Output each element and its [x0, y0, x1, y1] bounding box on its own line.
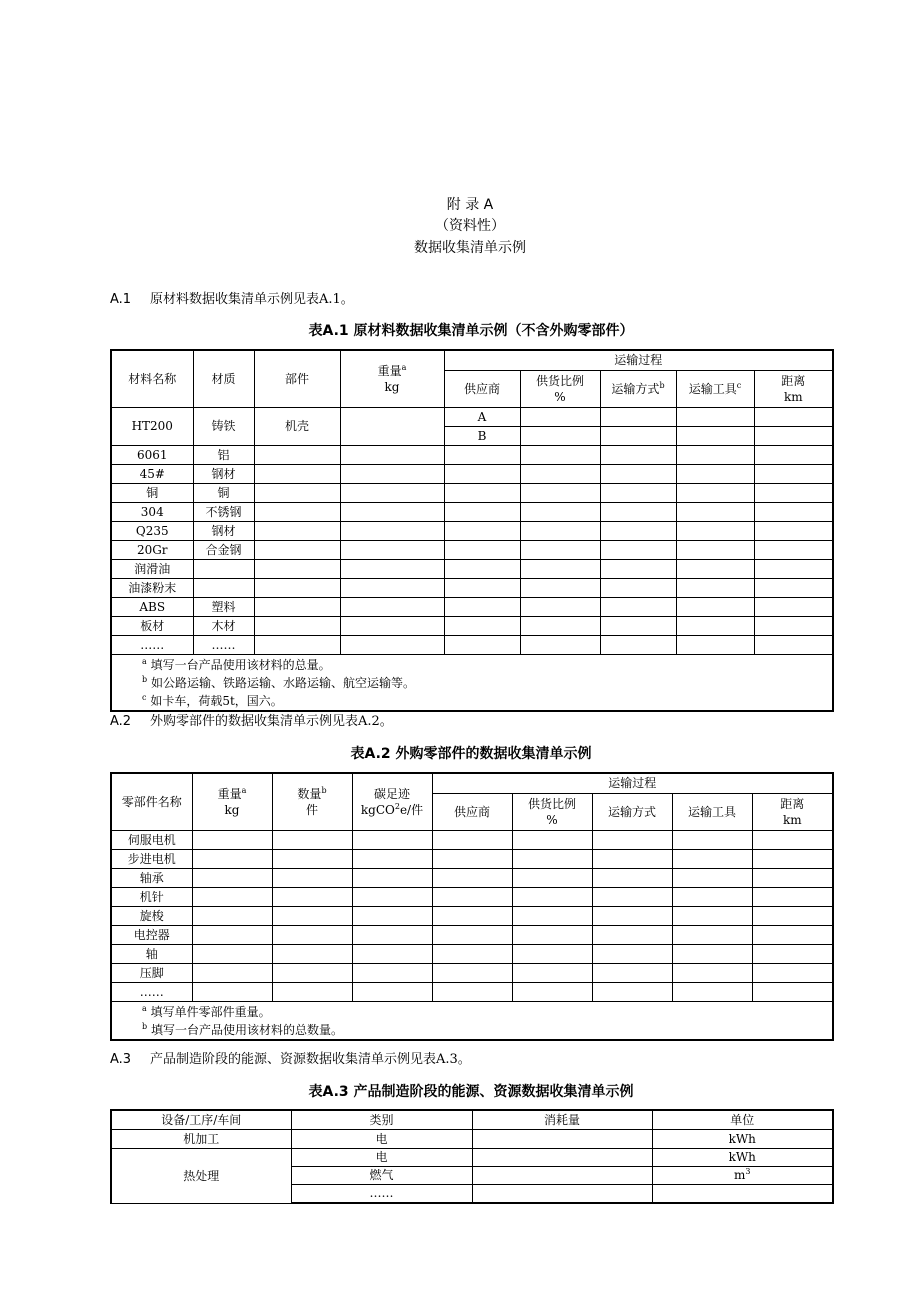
cell-empty [432, 982, 512, 1001]
cell-empty [752, 887, 833, 906]
cell-empty [340, 597, 444, 616]
cell-empty [254, 464, 340, 483]
cell-unit: kWh [652, 1148, 833, 1166]
cell-consumption [472, 1184, 652, 1203]
header-count: 数量$^b$ 件 [272, 773, 352, 830]
cell-empty [520, 616, 600, 635]
cell-empty [592, 982, 672, 1001]
cell-empty [192, 963, 272, 982]
table-a2-notes [111, 1001, 833, 1040]
cell-empty [432, 944, 512, 963]
cell-empty [520, 578, 600, 597]
table-row [111, 963, 833, 982]
cell-empty [754, 502, 833, 521]
cell-type: 电 [291, 1148, 472, 1166]
cell-part-name: 电控器 [111, 925, 192, 944]
header-mode: 运输方式 [592, 793, 672, 830]
note-a: $^a$ 填写一台产品使用该材料的总量。 [142, 656, 331, 672]
cell-quality [193, 559, 254, 578]
cell-empty [520, 597, 600, 616]
cell-empty [444, 635, 520, 654]
header-consumption: 消耗量 [472, 1110, 652, 1129]
cell-empty [340, 502, 444, 521]
cell-empty [520, 407, 600, 426]
cell-empty [512, 944, 592, 963]
cell-empty [672, 982, 752, 1001]
cell-empty [254, 445, 340, 464]
cell-empty [272, 906, 352, 925]
cell-empty [432, 963, 512, 982]
cell-empty [272, 925, 352, 944]
cell-empty [512, 982, 592, 1001]
cell-empty [676, 616, 754, 635]
cell-empty [352, 906, 432, 925]
cell-empty [444, 597, 520, 616]
cell-empty [432, 906, 512, 925]
table-row [111, 830, 833, 849]
cell-empty [444, 483, 520, 502]
cell-empty [520, 502, 600, 521]
cell-part-name: 旋梭 [111, 906, 192, 925]
cell-empty [352, 944, 432, 963]
cell-empty [752, 906, 833, 925]
cell-empty [600, 616, 676, 635]
cell-empty [672, 830, 752, 849]
cell-empty [340, 445, 444, 464]
cell-empty [512, 963, 592, 982]
cell-material: 45# [111, 464, 193, 483]
table-a1-notes [111, 654, 833, 711]
cell-empty [272, 868, 352, 887]
cell-empty [192, 868, 272, 887]
cell-empty [444, 445, 520, 464]
cell-empty [754, 616, 833, 635]
table-a2 [110, 772, 834, 1041]
table-row [111, 483, 833, 502]
cell-empty [600, 559, 676, 578]
cell-quality: 塑料 [193, 597, 254, 616]
cell-material: 铜 [111, 483, 193, 502]
cell-empty [520, 483, 600, 502]
cell-empty [254, 483, 340, 502]
cell-quality: 合金钢 [193, 540, 254, 559]
cell-empty [254, 559, 340, 578]
cell-unit: $m^3$ [652, 1166, 833, 1184]
cell-empty [192, 849, 272, 868]
cell-material: 20Gr [111, 540, 193, 559]
cell-supplier: A [444, 407, 520, 426]
cell-empty [254, 597, 340, 616]
cell-empty [432, 887, 512, 906]
note-b: $^b$ 如公路运输、铁路运输、水路运输、航空运输等。 [142, 674, 415, 690]
section-number: A.2 [110, 714, 132, 729]
cell-empty [676, 540, 754, 559]
table-row [111, 464, 833, 483]
table-row [111, 540, 833, 559]
table-row [111, 445, 833, 464]
header-part: 部件 [254, 350, 340, 407]
table-row [111, 925, 833, 944]
table-row [111, 502, 833, 521]
cell-empty [432, 849, 512, 868]
cell-empty [520, 445, 600, 464]
cell-material: 润滑油 [111, 559, 193, 578]
table-a1 [110, 349, 834, 712]
cell-empty [676, 635, 754, 654]
cell-empty [352, 963, 432, 982]
cell-empty [676, 426, 754, 445]
table-row [111, 982, 833, 1001]
cell-part-name: 机针 [111, 887, 192, 906]
table-a3 [110, 1109, 834, 1204]
cell-empty [600, 407, 676, 426]
cell-consumption [472, 1166, 652, 1184]
header-weight: 重量$^a$ kg [192, 773, 272, 830]
cell-empty [754, 559, 833, 578]
cell-empty [520, 635, 600, 654]
cell-empty [752, 982, 833, 1001]
cell-part-name: 轴 [111, 944, 192, 963]
cell-material: Q235 [111, 521, 193, 540]
cell-empty [752, 849, 833, 868]
section-a3 [110, 1048, 471, 1067]
cell-empty [600, 521, 676, 540]
cell-quality: 木材 [193, 616, 254, 635]
cell-empty [676, 597, 754, 616]
cell-empty [254, 616, 340, 635]
cell-empty [676, 521, 754, 540]
cell-part-name: 伺服电机 [111, 830, 192, 849]
cell-empty [340, 635, 444, 654]
cell-empty [592, 830, 672, 849]
cell-empty [600, 540, 676, 559]
cell-empty [352, 925, 432, 944]
cell-empty [592, 925, 672, 944]
cell-quality: …… [193, 635, 254, 654]
cell-empty [752, 963, 833, 982]
note-b: $^b$ 填写一台产品使用该材料的总数量。 [142, 1021, 343, 1037]
section-number: A.3 [110, 1052, 132, 1067]
header-carbon: 碳足迹 kgCO$^2$e/件 [352, 773, 432, 830]
cell-part-name: 步进电机 [111, 849, 192, 868]
cell-empty [672, 868, 752, 887]
cell-empty [754, 426, 833, 445]
cell-empty [672, 887, 752, 906]
cell-empty [672, 944, 752, 963]
cell-empty [512, 868, 592, 887]
cell-material: 油漆粉末 [111, 578, 193, 597]
header-distance: 距离 km [752, 793, 833, 830]
table-row [111, 868, 833, 887]
appendix-label: 附 录 A [446, 197, 494, 213]
cell-empty [754, 597, 833, 616]
cell-empty [444, 578, 520, 597]
header-type: 类别 [291, 1110, 472, 1129]
section-text: 原材料数据收集清单示例见表A.1。 [150, 292, 354, 307]
header-ratio: 供货比例 % [512, 793, 592, 830]
cell-quality: 铜 [193, 483, 254, 502]
table-row [111, 559, 833, 578]
cell-type: 电 [291, 1129, 472, 1148]
cell-empty [672, 963, 752, 982]
cell-material: HT200 [111, 407, 193, 445]
cell-empty [254, 502, 340, 521]
section-number: A.1 [110, 292, 132, 307]
note-c: $^c$ 如卡车，荷载5t，国六。 [142, 692, 283, 708]
cell-empty [432, 868, 512, 887]
header-transport: 运输过程 [432, 773, 833, 793]
cell-quality: 铸铁 [193, 407, 254, 445]
cell-empty [672, 925, 752, 944]
cell-empty [352, 868, 432, 887]
cell-empty [752, 868, 833, 887]
cell-empty [340, 521, 444, 540]
cell-empty [340, 483, 444, 502]
cell-empty [672, 849, 752, 868]
table-a3-caption: 表A.3 产品制造阶段的能源、资源数据收集清单示例 [308, 1084, 634, 1100]
cell-empty [192, 887, 272, 906]
cell-empty [676, 464, 754, 483]
cell-empty [592, 944, 672, 963]
cell-empty [444, 616, 520, 635]
header-transport: 运输过程 [444, 350, 833, 370]
cell-unit [652, 1184, 833, 1203]
cell-consumption [472, 1129, 652, 1148]
table-row [111, 906, 833, 925]
cell-empty [272, 849, 352, 868]
table-row [111, 578, 833, 597]
cell-empty [754, 635, 833, 654]
cell-empty [512, 906, 592, 925]
cell-empty [272, 830, 352, 849]
cell-empty [752, 925, 833, 944]
cell-quality: 铝 [193, 445, 254, 464]
cell-empty [340, 540, 444, 559]
cell-empty [254, 521, 340, 540]
cell-empty [512, 925, 592, 944]
cell-empty [192, 830, 272, 849]
cell-empty [676, 483, 754, 502]
cell-empty [592, 906, 672, 925]
cell-empty [600, 426, 676, 445]
cell-quality: 钢材 [193, 521, 254, 540]
cell-consumption [472, 1148, 652, 1166]
cell-empty [676, 445, 754, 464]
cell-empty [754, 521, 833, 540]
section-text: 产品制造阶段的能源、资源数据收集清单示例见表A.3。 [150, 1052, 471, 1067]
table-row [111, 887, 833, 906]
cell-empty [272, 963, 352, 982]
cell-quality: 不锈钢 [193, 502, 254, 521]
section-a2 [110, 710, 393, 729]
cell-material: …… [111, 635, 193, 654]
header-supplier: 供应商 [444, 370, 520, 407]
cell-weight [340, 407, 444, 445]
cell-empty [754, 540, 833, 559]
cell-empty [254, 540, 340, 559]
table-row [111, 944, 833, 963]
cell-empty [272, 982, 352, 1001]
appendix-title: 数据收集清单示例 [414, 240, 526, 256]
cell-unit: kWh [652, 1129, 833, 1148]
cell-type: 燃气 [291, 1166, 472, 1184]
header-weight: 重量$^a$ kg [340, 350, 444, 407]
cell-empty [192, 906, 272, 925]
cell-empty [352, 982, 432, 1001]
cell-material: ABS [111, 597, 193, 616]
cell-empty [520, 426, 600, 445]
cell-empty [192, 925, 272, 944]
table-row [111, 597, 833, 616]
section-text: 外购零部件的数据收集清单示例见表A.2。 [150, 714, 393, 729]
header-process: 设备/工序/车间 [111, 1110, 291, 1129]
cell-empty [676, 559, 754, 578]
cell-empty [520, 540, 600, 559]
cell-material: 6061 [111, 445, 193, 464]
cell-empty [444, 502, 520, 521]
cell-empty [340, 559, 444, 578]
cell-empty [340, 616, 444, 635]
table-a2-caption: 表A.2 外购零部件的数据收集清单示例 [350, 746, 592, 762]
cell-empty [600, 502, 676, 521]
cell-empty [272, 887, 352, 906]
cell-empty [444, 521, 520, 540]
header-ratio: 供货比例 % [520, 370, 600, 407]
cell-empty [600, 635, 676, 654]
cell-empty [512, 830, 592, 849]
cell-empty [600, 597, 676, 616]
header-part-name: 零部件名称 [111, 773, 192, 830]
cell-material: 304 [111, 502, 193, 521]
header-material: 材料名称 [111, 350, 193, 407]
cell-empty [592, 963, 672, 982]
table-row [111, 521, 833, 540]
header-quality: 材质 [193, 350, 254, 407]
cell-empty [754, 407, 833, 426]
cell-quality [193, 578, 254, 597]
cell-empty [520, 559, 600, 578]
cell-empty [432, 925, 512, 944]
cell-empty [676, 578, 754, 597]
cell-empty [272, 944, 352, 963]
cell-empty [600, 464, 676, 483]
cell-empty [754, 578, 833, 597]
cell-type: …… [291, 1184, 472, 1203]
cell-empty [444, 559, 520, 578]
table-row [111, 616, 833, 635]
cell-part-name: …… [111, 982, 192, 1001]
cell-empty [432, 830, 512, 849]
header-distance: 距离 km [754, 370, 833, 407]
cell-empty [340, 578, 444, 597]
cell-empty [352, 830, 432, 849]
cell-empty [444, 540, 520, 559]
cell-empty [754, 445, 833, 464]
header-tool: 运输工具 [672, 793, 752, 830]
cell-empty [600, 445, 676, 464]
cell-empty [676, 407, 754, 426]
cell-empty [192, 982, 272, 1001]
cell-empty [676, 502, 754, 521]
cell-process: 热处理 [111, 1148, 291, 1203]
cell-empty [672, 906, 752, 925]
table-row [111, 635, 833, 654]
cell-empty [752, 830, 833, 849]
cell-empty [600, 483, 676, 502]
cell-part-name: 压脚 [111, 963, 192, 982]
appendix-nature: （资料性） [435, 218, 505, 234]
cell-empty [254, 635, 340, 654]
cell-empty [340, 464, 444, 483]
cell-empty [592, 849, 672, 868]
note-a: $^a$ 填写单件零部件重量。 [142, 1003, 271, 1019]
cell-empty [752, 944, 833, 963]
cell-empty [520, 521, 600, 540]
cell-material: 板材 [111, 616, 193, 635]
cell-quality: 钢材 [193, 464, 254, 483]
cell-empty [754, 483, 833, 502]
cell-empty [520, 464, 600, 483]
cell-part-name: 轴承 [111, 868, 192, 887]
cell-empty [512, 887, 592, 906]
cell-empty [192, 944, 272, 963]
section-a1 [110, 288, 354, 307]
table-a1-caption: 表A.1 原材料数据收集清单示例（不含外购零部件） [308, 323, 634, 339]
cell-empty [254, 578, 340, 597]
cell-supplier: B [444, 426, 520, 445]
table-row [111, 849, 833, 868]
cell-empty [444, 464, 520, 483]
header-tool: 运输工具$^c$ [676, 370, 754, 407]
cell-empty [754, 464, 833, 483]
cell-empty [592, 887, 672, 906]
cell-part: 机壳 [254, 407, 340, 445]
cell-empty [352, 887, 432, 906]
cell-empty [512, 849, 592, 868]
header-mode: 运输方式$^b$ [600, 370, 676, 407]
cell-empty [592, 868, 672, 887]
cell-empty [352, 849, 432, 868]
cell-empty [600, 578, 676, 597]
header-unit: 单位 [652, 1110, 833, 1129]
header-supplier: 供应商 [432, 793, 512, 830]
cell-process: 机加工 [111, 1129, 291, 1148]
